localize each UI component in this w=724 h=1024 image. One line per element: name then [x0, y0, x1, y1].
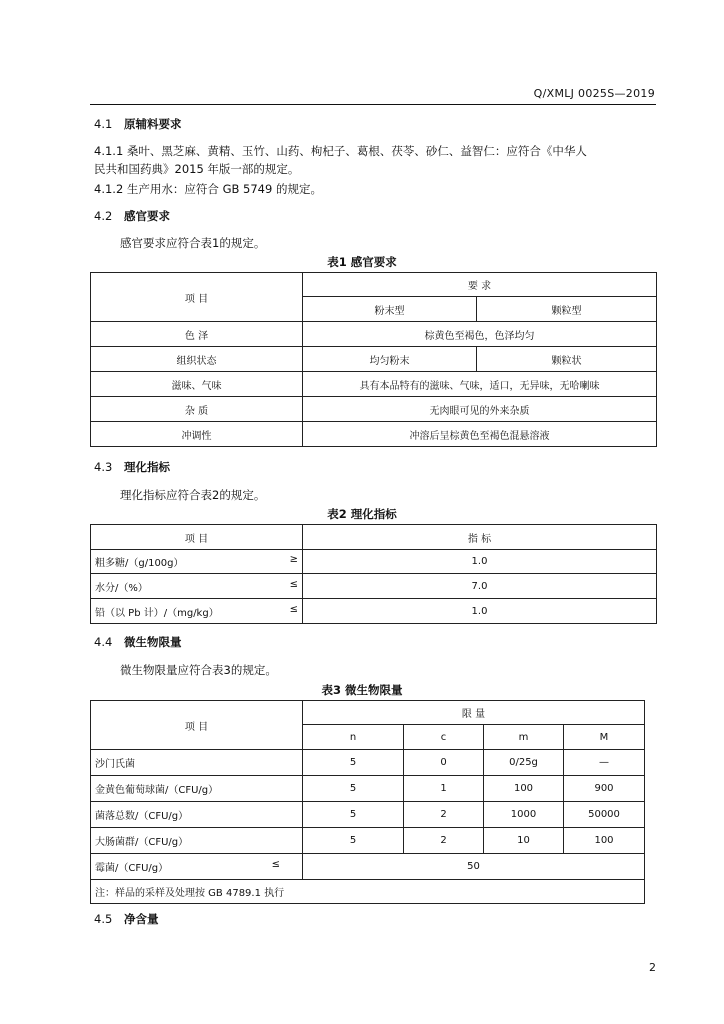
row-value: 具有本品特有的滋味、气味，适口，无异味，无哈喇味	[303, 372, 657, 397]
row-n: 5	[303, 750, 404, 776]
item-header: 项 目	[91, 525, 303, 550]
row-m: 0/25g	[484, 750, 564, 776]
section-number: 4.1	[94, 117, 113, 131]
table-row	[91, 422, 657, 447]
n-header: n	[303, 725, 404, 750]
table3-caption: 表3 微生物限量	[321, 683, 403, 697]
table-row	[91, 828, 645, 854]
page-number: 2	[649, 961, 656, 974]
item-label: 水分/（%）	[95, 582, 148, 594]
row-c: 2	[404, 828, 484, 854]
row-item: 色 泽	[91, 322, 303, 347]
standard-code: Q/XMLJ 0025S—2019	[533, 87, 655, 100]
row-item: 菌落总数/（CFU/g）	[91, 802, 303, 828]
section-number: 4.4	[94, 635, 113, 649]
table2-intro: 理化指标应符合表2的规定。	[120, 488, 266, 502]
row-granule-value: 颗粒状	[477, 347, 657, 372]
row-item	[91, 599, 303, 624]
row-n: 5	[303, 828, 404, 854]
row-M: 50000	[564, 802, 645, 828]
m-header: m	[484, 725, 564, 750]
row-M: —	[564, 750, 645, 776]
row-c: 2	[404, 802, 484, 828]
row-c: 1	[404, 776, 484, 802]
section-4-2-heading	[94, 208, 170, 224]
row-powder-value: 均匀粉末	[303, 347, 477, 372]
row-m: 100	[484, 776, 564, 802]
row-value: 棕黄色至褐色，色泽均匀	[303, 322, 657, 347]
row-n: 5	[303, 776, 404, 802]
paragraph-4-1-1-line2: 民共和国药典》2015 年版一部的规定。	[94, 162, 300, 176]
item-label: 粗多糖/（g/100g）	[95, 558, 184, 569]
table-row	[91, 750, 645, 776]
table3-intro: 微生物限量应符合表3的规定。	[120, 663, 277, 677]
row-m: 10	[484, 828, 564, 854]
row-value: 1.0	[303, 550, 657, 574]
table-row	[91, 372, 657, 397]
section-number: 4.5	[94, 912, 113, 926]
table-row	[91, 347, 657, 372]
sensory-table	[90, 272, 657, 447]
row-item: 组织状态	[91, 347, 303, 372]
limit-header: 限 量	[303, 701, 645, 725]
row-item: 大肠菌群/（CFU/g）	[91, 828, 303, 854]
table-row	[91, 802, 645, 828]
row-M: 900	[564, 776, 645, 802]
section-4-3-heading	[94, 459, 170, 475]
item-header: 项 目	[91, 701, 303, 750]
section-title: 理化指标	[124, 460, 170, 474]
section-4-1-heading	[94, 116, 182, 132]
section-number: 4.3	[94, 460, 113, 474]
paragraph-4-1-1-line1: 4.1.1 桑叶、黑芝麻、黄精、玉竹、山药、枸杞子、葛根、茯苓、砂仁、益智仁：应符合《中华人	[94, 144, 587, 158]
row-item	[91, 550, 303, 574]
comparison-operator: ≥	[289, 554, 298, 565]
microbial-limit-table	[90, 700, 645, 904]
table-note: 注：样品的采样及处理按 GB 4789.1 执行	[91, 880, 645, 904]
table-row	[91, 854, 645, 880]
c-header: c	[404, 725, 484, 750]
row-n: 5	[303, 802, 404, 828]
table1-intro: 感官要求应符合表1的规定。	[120, 236, 266, 250]
section-title: 净含量	[124, 912, 159, 926]
mold-limit-value: 50	[303, 854, 645, 880]
row-value: 冲溶后呈棕黄色至褐色混悬溶液	[303, 422, 657, 447]
section-title: 微生物限量	[124, 635, 182, 649]
row-c: 0	[404, 750, 484, 776]
comparison-operator: ≤	[289, 578, 298, 590]
table1-caption: 表1 感官要求	[327, 255, 397, 269]
row-item: 冲调性	[91, 422, 303, 447]
section-title: 感官要求	[124, 209, 170, 223]
table2-caption: 表2 理化指标	[327, 507, 397, 521]
paragraph-4-1-2: 4.1.2 生产用水：应符合 GB 5749 的规定。	[94, 182, 322, 196]
row-item	[91, 854, 303, 880]
row-value: 无肉眼可见的外来杂质	[303, 397, 657, 422]
row-value: 7.0	[303, 574, 657, 599]
granule-type-header: 颗粒型	[477, 297, 657, 322]
indicator-header: 指 标	[303, 525, 657, 550]
row-M: 100	[564, 828, 645, 854]
table-row	[91, 574, 657, 599]
comparison-operator: ≤	[271, 859, 280, 870]
section-4-5-heading	[94, 911, 159, 927]
section-4-4-heading	[94, 634, 182, 650]
table-row	[91, 776, 645, 802]
row-item: 金黄色葡萄球菌/（CFU/g）	[91, 776, 303, 802]
requirement-header: 要 求	[303, 273, 657, 297]
item-header: 项 目	[91, 273, 303, 322]
row-item	[91, 574, 303, 599]
section-number: 4.2	[94, 209, 113, 223]
row-item: 滋味、气味	[91, 372, 303, 397]
item-label: 霉菌/（CFU/g）	[95, 863, 169, 874]
section-title: 原辅料要求	[124, 117, 182, 131]
physicochemical-table	[90, 524, 657, 624]
item-label: 铅（以 Pb 计）/（mg/kg）	[95, 607, 219, 619]
table-row	[91, 599, 657, 624]
row-value: 1.0	[303, 599, 657, 624]
powder-type-header: 粉末型	[303, 297, 477, 322]
comparison-operator: ≤	[289, 603, 298, 615]
row-item: 沙门氏菌	[91, 750, 303, 776]
M-header: M	[564, 725, 645, 750]
header-rule	[90, 104, 656, 105]
table-row	[91, 322, 657, 347]
row-m: 1000	[484, 802, 564, 828]
table-row	[91, 550, 657, 574]
row-item: 杂 质	[91, 397, 303, 422]
table-row	[91, 397, 657, 422]
